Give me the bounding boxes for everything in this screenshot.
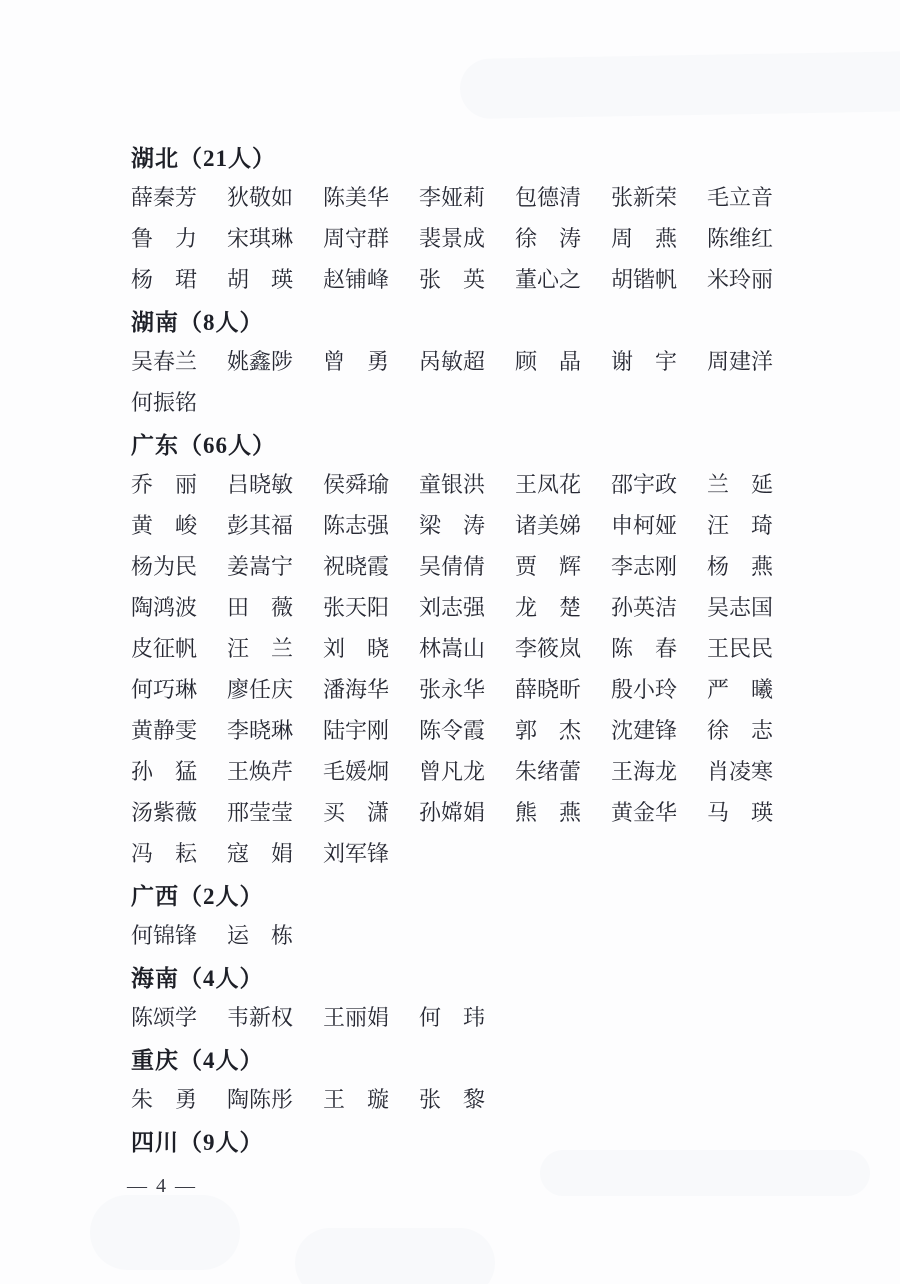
name-row — [131, 266, 774, 292]
person-name: 黄 峻 — [131, 512, 198, 538]
person-name: 孙嫦娟 — [419, 799, 486, 825]
name-row — [131, 840, 390, 866]
person-name: 吴志国 — [707, 594, 774, 620]
person-name: 杨为民 — [131, 553, 198, 579]
person-name: 徐 涛 — [515, 225, 582, 251]
person-name: 张新荣 — [611, 184, 678, 210]
scan-artifact — [90, 1195, 240, 1270]
person-name: 邵宇政 — [611, 471, 678, 497]
scan-artifact — [295, 1228, 495, 1284]
person-name: 王焕芹 — [227, 758, 294, 784]
person-name: 李晓琳 — [227, 717, 294, 743]
person-name: 申柯娅 — [611, 512, 678, 538]
person-name: 胡锴帆 — [611, 266, 678, 292]
person-name: 彭其福 — [227, 512, 294, 538]
person-name: 李志刚 — [611, 553, 678, 579]
province-section — [131, 300, 811, 423]
person-name: 乔 丽 — [131, 471, 198, 497]
name-row — [131, 717, 774, 743]
person-name: 何巧琳 — [131, 676, 198, 702]
person-name: 汤紫薇 — [131, 799, 198, 825]
person-name: 裴景成 — [419, 225, 486, 251]
person-name: 严 曦 — [707, 676, 774, 702]
person-name: 刘 晓 — [323, 635, 390, 661]
person-name: 周守群 — [323, 225, 390, 251]
section-heading: 四川（9人） — [131, 1130, 264, 1155]
person-name: 廖任庆 — [227, 676, 294, 702]
name-row — [131, 471, 774, 497]
person-name: 买 潇 — [323, 799, 390, 825]
person-name: 龙 楚 — [515, 594, 582, 620]
name-row — [131, 348, 774, 374]
person-name: 刘军锋 — [323, 840, 390, 866]
name-row — [131, 184, 774, 210]
person-name: 田 薇 — [227, 594, 294, 620]
person-name: 王丽娟 — [323, 1004, 390, 1030]
person-name: 熊 燕 — [515, 799, 582, 825]
person-name: 狄敬如 — [227, 184, 294, 210]
person-name: 曾 勇 — [323, 348, 390, 374]
person-name: 陈维红 — [707, 225, 774, 251]
scan-artifact — [460, 51, 900, 119]
person-name: 吴春兰 — [131, 348, 198, 374]
section-heading: 海南（4人） — [131, 966, 264, 991]
person-name: 周 燕 — [611, 225, 678, 251]
person-name: 兰 延 — [707, 471, 774, 497]
person-name: 王凤花 — [515, 471, 582, 497]
person-name: 汪 兰 — [227, 635, 294, 661]
person-name: 徐 志 — [707, 717, 774, 743]
person-name: 马 瑛 — [707, 799, 774, 825]
person-name: 吕晓敏 — [227, 471, 294, 497]
name-row — [131, 1086, 486, 1112]
province-section — [131, 1038, 811, 1120]
person-name: 邢莹莹 — [227, 799, 294, 825]
person-name: 诸美娣 — [515, 512, 582, 538]
province-section — [131, 423, 811, 874]
name-row — [131, 1004, 486, 1030]
section-heading: 湖北（21人） — [131, 146, 276, 171]
person-name: 陶鸿波 — [131, 594, 198, 620]
person-name: 鲁 力 — [131, 225, 198, 251]
name-row — [131, 225, 774, 251]
province-section — [131, 136, 811, 300]
person-name: 黄静雯 — [131, 717, 198, 743]
person-name: 陈 春 — [611, 635, 678, 661]
person-name: 孙英洁 — [611, 594, 678, 620]
person-name: 沈建锋 — [611, 717, 678, 743]
person-name: 张 黎 — [419, 1086, 486, 1112]
person-name: 张 英 — [419, 266, 486, 292]
person-name: 毛立音 — [707, 184, 774, 210]
person-name: 黄金华 — [611, 799, 678, 825]
person-name: 杨 燕 — [707, 553, 774, 579]
section-heading: 广西（2人） — [131, 884, 264, 909]
person-name: 陈颂学 — [131, 1004, 198, 1030]
person-name: 祝晓霞 — [323, 553, 390, 579]
person-name: 董心之 — [515, 266, 582, 292]
person-name: 刘志强 — [419, 594, 486, 620]
person-name: 薛秦芳 — [131, 184, 198, 210]
person-name: 运 栋 — [227, 922, 294, 948]
person-name: 毛媛炯 — [323, 758, 390, 784]
person-name: 王民民 — [707, 635, 774, 661]
person-name: 陶陈彤 — [227, 1086, 294, 1112]
section-heading: 广东（66人） — [131, 433, 276, 458]
person-name: 呙敏超 — [419, 348, 486, 374]
person-name: 曾凡龙 — [419, 758, 486, 784]
person-name: 张天阳 — [323, 594, 390, 620]
person-name: 朱绪蕾 — [515, 758, 582, 784]
person-name: 李筱岚 — [515, 635, 582, 661]
name-row — [131, 676, 774, 702]
person-name: 贾 辉 — [515, 553, 582, 579]
person-name: 孙 猛 — [131, 758, 198, 784]
person-name: 何锦锋 — [131, 922, 198, 948]
name-row — [131, 512, 774, 538]
person-name: 张永华 — [419, 676, 486, 702]
person-name: 陈志强 — [323, 512, 390, 538]
name-row — [131, 389, 198, 415]
name-row — [131, 635, 774, 661]
person-name: 米玲丽 — [707, 266, 774, 292]
province-name-list — [131, 136, 811, 1161]
person-name: 赵铺峰 — [323, 266, 390, 292]
person-name: 皮征帆 — [131, 635, 198, 661]
person-name: 姚鑫陟 — [227, 348, 294, 374]
person-name: 包德清 — [515, 184, 582, 210]
name-row — [131, 758, 774, 784]
person-name: 陈令霞 — [419, 717, 486, 743]
person-name: 潘海华 — [323, 676, 390, 702]
person-name: 肖凌寒 — [707, 758, 774, 784]
name-row — [131, 922, 294, 948]
person-name: 宋琪琳 — [227, 225, 294, 251]
person-name: 顾 晶 — [515, 348, 582, 374]
person-name: 杨 珺 — [131, 266, 198, 292]
person-name: 陈美华 — [323, 184, 390, 210]
person-name: 郭 杰 — [515, 717, 582, 743]
section-heading: 重庆（4人） — [131, 1048, 264, 1073]
person-name: 薛晓昕 — [515, 676, 582, 702]
person-name: 姜嵩宁 — [227, 553, 294, 579]
name-row — [131, 594, 774, 620]
person-name: 陆宇刚 — [323, 717, 390, 743]
name-row — [131, 553, 774, 579]
person-name: 王 璇 — [323, 1086, 390, 1112]
name-row — [131, 799, 774, 825]
person-name: 汪 琦 — [707, 512, 774, 538]
person-name: 谢 宇 — [611, 348, 678, 374]
province-section — [131, 956, 811, 1038]
province-section — [131, 874, 811, 956]
person-name: 周建洋 — [707, 348, 774, 374]
person-name: 何 玮 — [419, 1004, 486, 1030]
person-name: 冯 耘 — [131, 840, 198, 866]
person-name: 侯舜瑜 — [323, 471, 390, 497]
person-name: 王海龙 — [611, 758, 678, 784]
person-name: 林嵩山 — [419, 635, 486, 661]
person-name: 何振铭 — [131, 389, 198, 415]
person-name: 殷小玲 — [611, 676, 678, 702]
person-name: 童银洪 — [419, 471, 486, 497]
province-section — [131, 1120, 811, 1161]
person-name: 朱 勇 — [131, 1086, 198, 1112]
person-name: 梁 涛 — [419, 512, 486, 538]
person-name: 韦新权 — [227, 1004, 294, 1030]
person-name: 胡 瑛 — [227, 266, 294, 292]
person-name: 寇 娟 — [227, 840, 294, 866]
page-number: — 4 — — [127, 1175, 197, 1197]
person-name: 李娅莉 — [419, 184, 486, 210]
section-heading: 湖南（8人） — [131, 310, 264, 335]
person-name: 吴倩倩 — [419, 553, 486, 579]
